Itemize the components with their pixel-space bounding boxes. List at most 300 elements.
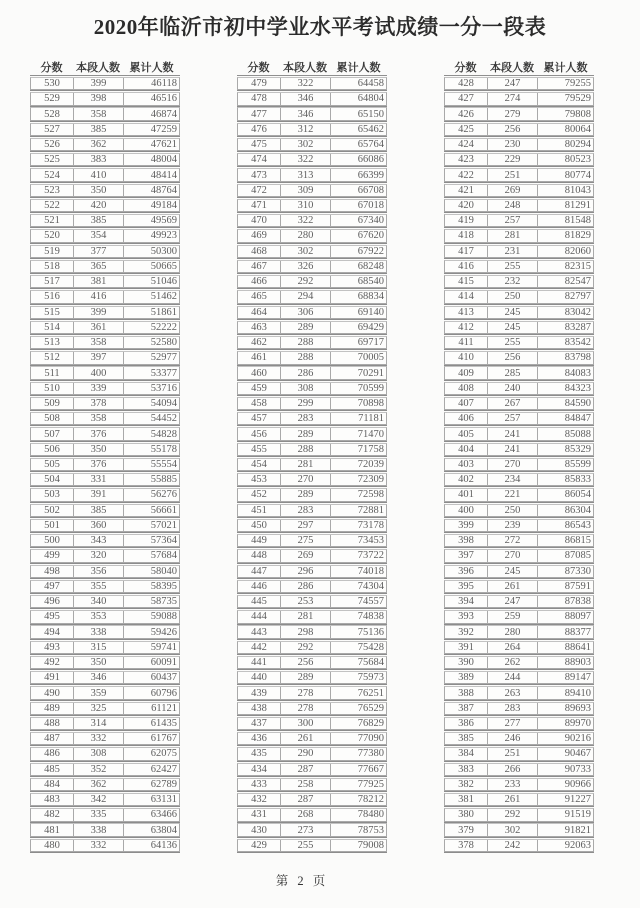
score-cell: 503	[44, 489, 60, 501]
table-row	[444, 702, 594, 715]
score-cell: 395	[458, 580, 474, 592]
score-cell: 467	[251, 260, 267, 272]
table-row	[237, 443, 387, 456]
cumulative-count-cell: 68540	[330, 276, 386, 287]
cumulative-count-cell: 67018	[330, 200, 386, 211]
table-row	[30, 625, 180, 638]
table-row	[444, 549, 594, 562]
cumulative-count-cell: 66086	[330, 154, 386, 165]
segment-count-cell: 221	[487, 489, 537, 500]
cumulative-count-cell: 49184	[123, 200, 179, 211]
segment-count-cell: 248	[487, 200, 537, 211]
table-row	[444, 763, 594, 776]
cumulative-count-cell: 92063	[537, 840, 593, 851]
segment-count-cell: 233	[487, 779, 537, 790]
cumulative-count-cell: 91519	[537, 809, 593, 820]
segment-count-cell: 308	[73, 748, 123, 759]
cumulative-count-cell: 87085	[537, 550, 593, 561]
segment-count-cell: 340	[73, 596, 123, 607]
score-cell: 382	[458, 778, 474, 790]
segment-count-cell: 352	[73, 764, 123, 775]
table-body	[30, 77, 180, 852]
table-row	[30, 77, 180, 90]
segment-count-cell: 359	[73, 687, 123, 698]
table-row	[444, 260, 594, 273]
table-row	[444, 443, 594, 456]
score-cell: 504	[44, 474, 60, 486]
score-cell: 473	[251, 169, 267, 181]
table-row	[237, 306, 387, 319]
cumulative-count-cell: 82060	[537, 246, 593, 257]
score-cell: 524	[44, 169, 60, 181]
table-row	[30, 321, 180, 334]
segment-count-cell: 286	[280, 581, 330, 592]
cumulative-count-cell: 79008	[330, 840, 386, 851]
cumulative-count-cell: 55178	[123, 444, 179, 455]
table-row	[30, 534, 180, 547]
score-cell: 450	[251, 519, 267, 531]
cumulative-count-cell: 84083	[537, 367, 593, 378]
cumulative-count-cell: 74557	[330, 596, 386, 607]
segment-count-cell: 241	[487, 444, 537, 455]
score-cell: 527	[44, 123, 60, 135]
cumulative-count-cell: 64804	[330, 93, 386, 104]
table-row	[237, 504, 387, 517]
cumulative-count-cell: 71758	[330, 444, 386, 455]
segment-count-cell: 280	[487, 626, 537, 637]
table-row	[237, 839, 387, 852]
cumulative-count-cell: 91227	[537, 794, 593, 805]
table-row	[444, 229, 594, 242]
table-row	[444, 123, 594, 136]
segment-count-cell: 283	[280, 413, 330, 424]
score-cell: 484	[44, 778, 60, 790]
segment-count-cell: 240	[487, 383, 537, 394]
segment-count-cell: 232	[487, 276, 537, 287]
table-row	[444, 245, 594, 258]
score-cell: 515	[44, 306, 60, 318]
segment-count-cell: 350	[73, 657, 123, 668]
tables-area	[30, 60, 594, 854]
segment-count-cell: 381	[73, 276, 123, 287]
segment-count-cell: 315	[73, 642, 123, 653]
segment-count-cell: 269	[487, 185, 537, 196]
segment-count-cell: 343	[73, 535, 123, 546]
table-row	[30, 519, 180, 532]
segment-count-cell: 258	[280, 779, 330, 790]
segment-count-cell: 245	[487, 322, 537, 333]
segment-count-cell: 281	[280, 459, 330, 470]
table-row	[237, 793, 387, 806]
score-cell: 433	[251, 778, 267, 790]
cumulative-count-cell: 65764	[330, 139, 386, 150]
cumulative-count-cell: 80064	[537, 124, 593, 135]
score-cell: 414	[458, 291, 474, 303]
segment-count-cell: 385	[73, 124, 123, 135]
segment-count-cell: 332	[73, 840, 123, 851]
table-row	[237, 717, 387, 730]
score-cell: 452	[251, 489, 267, 501]
table-row	[237, 77, 387, 90]
table-row	[444, 808, 594, 821]
table-row	[237, 488, 387, 501]
table-row	[444, 275, 594, 288]
table-row	[444, 306, 594, 319]
segment-count-cell: 274	[487, 93, 537, 104]
score-cell: 408	[458, 382, 474, 394]
score-cell: 448	[251, 550, 267, 562]
table-row	[30, 595, 180, 608]
score-cell: 418	[458, 230, 474, 242]
table-row	[444, 839, 594, 852]
cumulative-count-cell: 90966	[537, 779, 593, 790]
segment-count-cell: 281	[487, 230, 537, 241]
segment-count-cell: 385	[73, 505, 123, 516]
score-cell: 446	[251, 580, 267, 592]
cumulative-count-cell: 46516	[123, 93, 179, 104]
segment-count-cell: 278	[280, 687, 330, 698]
score-cell: 380	[458, 809, 474, 821]
score-cell: 521	[44, 215, 60, 227]
segment-count-cell: 400	[73, 367, 123, 378]
segment-count-cell: 331	[73, 474, 123, 485]
table-row	[237, 153, 387, 166]
cumulative-count-cell: 84847	[537, 413, 593, 424]
table-row	[237, 275, 387, 288]
column-header-cumulative-count: 累计人数	[543, 62, 588, 74]
score-table-panel-1	[30, 60, 180, 854]
score-cell: 525	[44, 154, 60, 166]
segment-count-cell: 353	[73, 611, 123, 622]
cumulative-count-cell: 68248	[330, 261, 386, 272]
score-cell: 378	[458, 839, 474, 851]
score-cell: 430	[251, 824, 267, 836]
segment-count-cell: 383	[73, 154, 123, 165]
table-row	[237, 168, 387, 181]
segment-count-cell: 378	[73, 398, 123, 409]
table-row	[444, 565, 594, 578]
cumulative-count-cell: 64458	[330, 78, 386, 89]
segment-count-cell: 231	[487, 246, 537, 257]
cumulative-count-cell: 49923	[123, 230, 179, 241]
segment-count-cell: 356	[73, 566, 123, 577]
column-header-segment-count: 本段人数	[76, 62, 120, 74]
table-row	[30, 245, 180, 258]
table-body	[237, 77, 387, 852]
segment-count-cell: 292	[280, 642, 330, 653]
score-cell: 443	[251, 626, 267, 638]
table-row	[30, 306, 180, 319]
cumulative-count-cell: 48764	[123, 185, 179, 196]
score-cell: 412	[458, 321, 474, 333]
segment-count-cell: 302	[487, 824, 537, 835]
table-row	[237, 138, 387, 151]
score-cell: 495	[44, 611, 60, 623]
table-row	[444, 107, 594, 120]
table-row	[444, 138, 594, 151]
cumulative-count-cell: 50665	[123, 261, 179, 272]
table-row	[444, 168, 594, 181]
score-cell: 421	[458, 184, 474, 196]
score-cell: 516	[44, 291, 60, 303]
segment-count-cell: 362	[73, 779, 123, 790]
score-cell: 522	[44, 200, 60, 212]
segment-count-cell: 234	[487, 474, 537, 485]
cumulative-count-cell: 86543	[537, 520, 593, 531]
cumulative-count-cell: 77090	[330, 733, 386, 744]
cumulative-count-cell: 82797	[537, 291, 593, 302]
segment-count-cell: 257	[487, 215, 537, 226]
cumulative-count-cell: 47259	[123, 124, 179, 135]
cumulative-count-cell: 59426	[123, 626, 179, 637]
cumulative-count-cell: 85088	[537, 428, 593, 439]
score-cell: 388	[458, 687, 474, 699]
table-row	[444, 580, 594, 593]
score-cell: 505	[44, 459, 60, 470]
segment-count-cell: 298	[280, 626, 330, 637]
segment-count-cell: 346	[280, 108, 330, 119]
table-row	[444, 290, 594, 303]
score-cell: 455	[251, 443, 267, 455]
cumulative-count-cell: 67620	[330, 230, 386, 241]
cumulative-count-cell: 72881	[330, 505, 386, 516]
cumulative-count-cell: 72309	[330, 474, 386, 485]
segment-count-cell: 245	[487, 307, 537, 318]
cumulative-count-cell: 76529	[330, 703, 386, 714]
table-row	[237, 397, 387, 410]
cumulative-count-cell: 84323	[537, 383, 593, 394]
table-row	[444, 92, 594, 105]
score-cell: 402	[458, 474, 474, 486]
segment-count-cell: 246	[487, 733, 537, 744]
table-row	[30, 549, 180, 562]
table-row	[30, 610, 180, 623]
segment-count-cell: 358	[73, 413, 123, 424]
column-header-cumulative-count: 累计人数	[129, 62, 174, 74]
score-cell: 499	[44, 550, 60, 562]
score-cell: 451	[251, 504, 267, 516]
segment-count-cell: 256	[487, 352, 537, 363]
cumulative-count-cell: 89147	[537, 672, 593, 683]
cumulative-count-cell: 71470	[330, 428, 386, 439]
cumulative-count-cell: 90467	[537, 748, 593, 759]
score-cell: 463	[251, 321, 267, 333]
table-row	[30, 488, 180, 501]
cumulative-count-cell: 86304	[537, 505, 593, 516]
cumulative-count-cell: 83542	[537, 337, 593, 348]
cumulative-count-cell: 57364	[123, 535, 179, 546]
table-row	[444, 488, 594, 501]
score-table-panel-3	[444, 60, 594, 854]
segment-count-cell: 266	[487, 764, 537, 775]
segment-count-cell: 338	[73, 626, 123, 637]
segment-count-cell: 250	[487, 291, 537, 302]
score-cell: 419	[458, 215, 474, 227]
score-cell: 475	[251, 139, 267, 151]
column-header-score: 分数	[454, 62, 477, 74]
segment-count-cell: 362	[73, 139, 123, 150]
score-cell: 399	[458, 519, 474, 531]
cumulative-count-cell: 64136	[123, 840, 179, 851]
cumulative-count-cell: 87591	[537, 581, 593, 592]
score-cell: 389	[458, 672, 474, 684]
segment-count-cell: 251	[487, 748, 537, 759]
table-row	[30, 778, 180, 791]
column-header-score: 分数	[40, 62, 63, 74]
segment-count-cell: 376	[73, 428, 123, 439]
table-row	[237, 321, 387, 334]
table-row	[30, 839, 180, 852]
segment-count-cell: 302	[280, 139, 330, 150]
cumulative-count-cell: 74018	[330, 566, 386, 577]
table-row	[30, 793, 180, 806]
segment-count-cell: 256	[280, 657, 330, 668]
segment-count-cell: 283	[280, 505, 330, 516]
segment-count-cell: 299	[280, 398, 330, 409]
segment-count-cell: 312	[280, 124, 330, 135]
table-row	[237, 732, 387, 745]
score-cell: 529	[44, 93, 60, 105]
score-cell: 489	[44, 702, 60, 714]
segment-count-cell: 294	[280, 291, 330, 302]
segment-count-cell: 280	[280, 230, 330, 241]
cumulative-count-cell: 90216	[537, 733, 593, 744]
score-cell: 386	[458, 717, 474, 729]
segment-count-cell: 313	[280, 169, 330, 180]
cumulative-count-cell: 74838	[330, 611, 386, 622]
table-row	[30, 138, 180, 151]
cumulative-count-cell: 70291	[330, 367, 386, 378]
segment-count-cell: 270	[280, 474, 330, 485]
score-cell: 491	[44, 672, 60, 684]
table-row	[444, 504, 594, 517]
table-row	[237, 625, 387, 638]
table-row	[237, 686, 387, 699]
segment-count-cell: 263	[487, 687, 537, 698]
table-row	[30, 504, 180, 517]
score-cell: 514	[44, 321, 60, 333]
table-row	[444, 427, 594, 440]
cumulative-count-cell: 69429	[330, 322, 386, 333]
table-row	[30, 443, 180, 456]
score-cell: 471	[251, 200, 267, 212]
score-cell: 387	[458, 702, 474, 714]
table-row	[237, 107, 387, 120]
cumulative-count-cell: 75973	[330, 672, 386, 683]
score-cell: 432	[251, 794, 267, 806]
segment-count-cell: 270	[487, 459, 537, 470]
score-cell: 403	[458, 459, 474, 470]
cumulative-count-cell: 89693	[537, 703, 593, 714]
score-cell: 429	[251, 839, 267, 851]
score-cell: 428	[458, 78, 474, 90]
table-row	[237, 412, 387, 425]
table-row	[30, 336, 180, 349]
segment-count-cell: 398	[73, 93, 123, 104]
segment-count-cell: 251	[487, 169, 537, 180]
cumulative-count-cell: 75428	[330, 642, 386, 653]
score-cell: 519	[44, 245, 60, 257]
score-cell: 494	[44, 626, 60, 638]
cumulative-count-cell: 66399	[330, 169, 386, 180]
segment-count-cell: 286	[280, 367, 330, 378]
table-row	[444, 610, 594, 623]
score-cell: 404	[458, 443, 474, 455]
segment-count-cell: 358	[73, 108, 123, 119]
table-row	[444, 351, 594, 364]
cumulative-count-cell: 90733	[537, 764, 593, 775]
cumulative-count-cell: 85599	[537, 459, 593, 470]
segment-count-cell: 297	[280, 520, 330, 531]
segment-count-cell: 296	[280, 566, 330, 577]
segment-count-cell: 342	[73, 794, 123, 805]
segment-count-cell: 399	[73, 307, 123, 318]
cumulative-count-cell: 88097	[537, 611, 593, 622]
segment-count-cell: 288	[280, 337, 330, 348]
cumulative-count-cell: 62075	[123, 748, 179, 759]
score-cell: 500	[44, 535, 60, 547]
cumulative-count-cell: 58395	[123, 581, 179, 592]
score-cell: 457	[251, 413, 267, 425]
table-row	[237, 549, 387, 562]
segment-count-cell: 253	[280, 596, 330, 607]
segment-count-cell: 241	[487, 428, 537, 439]
cumulative-count-cell: 51462	[123, 291, 179, 302]
table-row	[30, 92, 180, 105]
cumulative-count-cell: 63131	[123, 794, 179, 805]
table-row	[237, 823, 387, 836]
table-row	[237, 351, 387, 364]
score-cell: 435	[251, 748, 267, 760]
segment-count-cell: 332	[73, 733, 123, 744]
table-row	[30, 656, 180, 669]
cumulative-count-cell: 81043	[537, 185, 593, 196]
table-row	[30, 260, 180, 273]
cumulative-count-cell: 87838	[537, 596, 593, 607]
segment-count-cell: 310	[280, 200, 330, 211]
score-cell: 513	[44, 337, 60, 349]
score-cell: 425	[458, 123, 474, 135]
score-cell: 523	[44, 184, 60, 196]
table-row	[444, 77, 594, 90]
score-cell: 438	[251, 702, 267, 714]
score-cell: 479	[251, 78, 267, 90]
table-row	[444, 519, 594, 532]
segment-count-cell: 250	[487, 505, 537, 516]
table-row	[237, 702, 387, 715]
score-cell: 477	[251, 108, 267, 120]
score-cell: 407	[458, 398, 474, 410]
cumulative-count-cell: 67340	[330, 215, 386, 226]
table-row	[444, 336, 594, 349]
table-row	[237, 763, 387, 776]
table-row	[30, 199, 180, 212]
score-cell: 511	[44, 367, 60, 379]
score-cell: 423	[458, 154, 474, 166]
segment-count-cell: 391	[73, 489, 123, 500]
cumulative-count-cell: 88641	[537, 642, 593, 653]
segment-count-cell: 346	[280, 93, 330, 104]
segment-count-cell: 309	[280, 185, 330, 196]
segment-count-cell: 377	[73, 246, 123, 257]
cumulative-count-cell: 91821	[537, 824, 593, 835]
cumulative-count-cell: 58040	[123, 566, 179, 577]
score-cell: 405	[458, 428, 474, 440]
score-cell: 498	[44, 565, 60, 577]
table-row	[30, 275, 180, 288]
cumulative-count-cell: 65462	[330, 124, 386, 135]
score-cell: 517	[44, 276, 60, 288]
